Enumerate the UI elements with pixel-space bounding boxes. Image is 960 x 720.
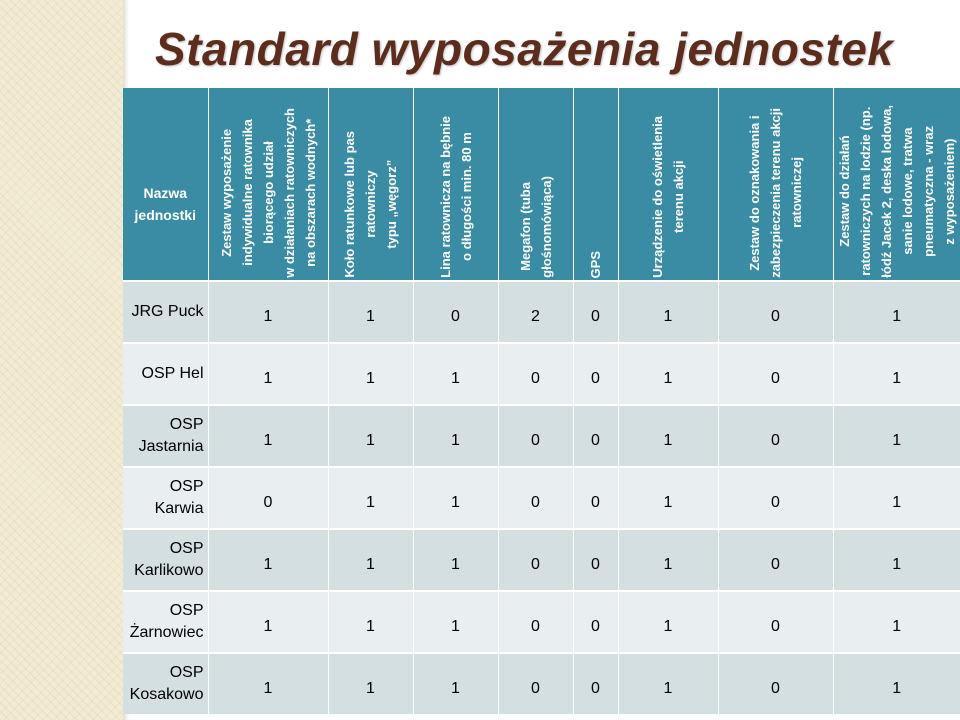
column-header-gps [573, 88, 618, 281]
column-header-line: sanie lodowe, tratwa [899, 128, 915, 256]
value-cell: 1 [618, 467, 718, 529]
table-row [123, 405, 960, 467]
value-cell: 1 [413, 343, 498, 405]
value-cell: 1 [208, 591, 328, 653]
value-cell: 0 [718, 653, 833, 714]
value-cell: 0 [718, 281, 833, 343]
value-cell: 1 [328, 591, 413, 653]
value-cell: 1 [208, 343, 328, 405]
unit-name-cell [123, 467, 208, 529]
value-cell: 1 [833, 281, 960, 343]
value-cell: 1 [413, 467, 498, 529]
table-header-row [123, 88, 960, 281]
column-header-lighting [618, 88, 718, 281]
value-cell: 0 [573, 591, 618, 653]
value-cell: 0 [718, 467, 833, 529]
value-cell: 1 [618, 529, 718, 591]
value-cell: 1 [208, 653, 328, 714]
column-header-line: na obszarach wodnych* [302, 119, 318, 268]
column-header-line: Urządzenie do oświetlenia [650, 116, 665, 278]
column-header-line: Lina ratownicza na bębnie [437, 116, 453, 278]
value-cell: 0 [498, 529, 573, 591]
column-header-line: ratowniczych na lodzie (np. [857, 107, 873, 277]
column-header-megaphone [498, 88, 573, 281]
unit-name-line: OSP [169, 416, 204, 433]
column-header-line: terenu akcji [671, 160, 686, 234]
column-header-rescue-line [413, 88, 498, 281]
value-cell: 0 [498, 653, 573, 714]
value-cell: 1 [328, 405, 413, 467]
value-cell: 1 [413, 653, 498, 714]
table-row [123, 591, 960, 653]
value-cell: 0 [573, 405, 618, 467]
column-header-line: Koło ratunkowe lub pas [342, 131, 357, 278]
column-header-line: Megafon (tuba [517, 182, 533, 272]
column-header-line: ratowniczy [363, 171, 378, 239]
unit-name-line: OSP [169, 664, 204, 681]
value-cell: 1 [618, 281, 718, 343]
value-cell: 1 [618, 653, 718, 714]
value-cell: 1 [328, 343, 413, 405]
value-cell: 0 [498, 467, 573, 529]
column-header-line: Zestaw wyposażenie [218, 129, 234, 258]
unit-name-cell [123, 343, 208, 405]
value-cell: 1 [328, 653, 413, 714]
slide-title: Standard wyposażenia jednostek [155, 23, 894, 75]
unit-name-line: OSP Hel [141, 365, 204, 382]
unit-name-line: JRG Puck [131, 303, 204, 320]
value-cell: 0 [498, 343, 573, 405]
column-header-line: łódź Jacek 2, deska lodowa, [878, 105, 894, 278]
value-cell: 1 [618, 405, 718, 467]
value-cell: 0 [573, 281, 618, 343]
column-header-life-ring [328, 88, 413, 281]
column-header-line: w działaniach ratowniczych [281, 108, 297, 278]
unit-name-line: Żarnowiec [129, 624, 204, 641]
column-header-line: ratowniczej [789, 157, 804, 229]
table-row [123, 281, 960, 343]
value-cell: 0 [718, 343, 833, 405]
value-cell: 0 [498, 591, 573, 653]
value-cell: 1 [833, 591, 960, 653]
unit-name-line: Karlikowo [134, 562, 204, 579]
value-cell: 0 [573, 529, 618, 591]
value-cell: 1 [208, 529, 328, 591]
value-cell: 1 [328, 529, 413, 591]
value-cell: 1 [833, 343, 960, 405]
value-cell: 1 [413, 529, 498, 591]
value-cell: 1 [833, 405, 960, 467]
unit-name-cell [123, 281, 208, 343]
unit-name-line: Kosakowo [129, 686, 204, 703]
unit-name-line: Jastarnia [138, 438, 204, 455]
column-header-line: Zestaw do oznakowania i [747, 115, 762, 271]
value-cell: 0 [413, 281, 498, 343]
table-row [123, 467, 960, 529]
unit-name-line: OSP [169, 602, 204, 619]
column-header-line: głośnomówiąca) [538, 176, 554, 278]
value-cell: 1 [413, 405, 498, 467]
column-header-line: pneumatyczna - wraz [920, 126, 936, 258]
value-cell: 0 [573, 343, 618, 405]
value-cell: 0 [208, 467, 328, 529]
paper-texture-background [0, 0, 123, 720]
value-cell: 0 [718, 529, 833, 591]
value-cell: 1 [618, 343, 718, 405]
column-header-line: biorącego udział [260, 141, 276, 245]
column-header-unit-name [123, 88, 208, 281]
value-cell: 1 [618, 591, 718, 653]
unit-name-line: OSP [169, 478, 204, 495]
header-name-line: jednostki [134, 207, 196, 223]
table-row [123, 529, 960, 591]
unit-name-cell [123, 529, 208, 591]
column-header-line: Zestaw do działań [836, 136, 852, 248]
column-header-line: o długości min. 80 m [458, 132, 474, 262]
column-header-line: typu „węgorz” [384, 160, 399, 250]
value-cell: 1 [328, 467, 413, 529]
column-header-marking-kit [718, 88, 833, 281]
value-cell: 1 [833, 467, 960, 529]
header-name-line: Nazwa [143, 185, 188, 201]
unit-name-cell [123, 591, 208, 653]
unit-name-cell [123, 653, 208, 714]
column-header-line: zabezpieczenia terenu akcji [768, 108, 783, 278]
unit-name-line: Karwia [154, 500, 204, 517]
column-header-ice-rescue-kit [833, 88, 960, 281]
value-cell: 0 [718, 591, 833, 653]
table-row [123, 343, 960, 405]
value-cell: 1 [413, 591, 498, 653]
value-cell: 1 [208, 405, 328, 467]
equipment-table [123, 88, 960, 714]
value-cell: 1 [208, 281, 328, 343]
column-header-line: z wyposażeniem) [941, 138, 957, 245]
column-header-line: GPS [588, 250, 603, 278]
value-cell: 1 [328, 281, 413, 343]
table-row [123, 653, 960, 714]
value-cell: 2 [498, 281, 573, 343]
value-cell: 1 [833, 529, 960, 591]
value-cell: 0 [573, 653, 618, 714]
unit-name-line: OSP [169, 540, 204, 557]
value-cell: 0 [718, 405, 833, 467]
column-header-rescuer-kit [208, 88, 328, 281]
value-cell: 1 [833, 653, 960, 714]
column-header-line: indywidualne ratownika [239, 119, 255, 267]
unit-name-cell [123, 405, 208, 467]
value-cell: 0 [573, 467, 618, 529]
value-cell: 0 [498, 405, 573, 467]
